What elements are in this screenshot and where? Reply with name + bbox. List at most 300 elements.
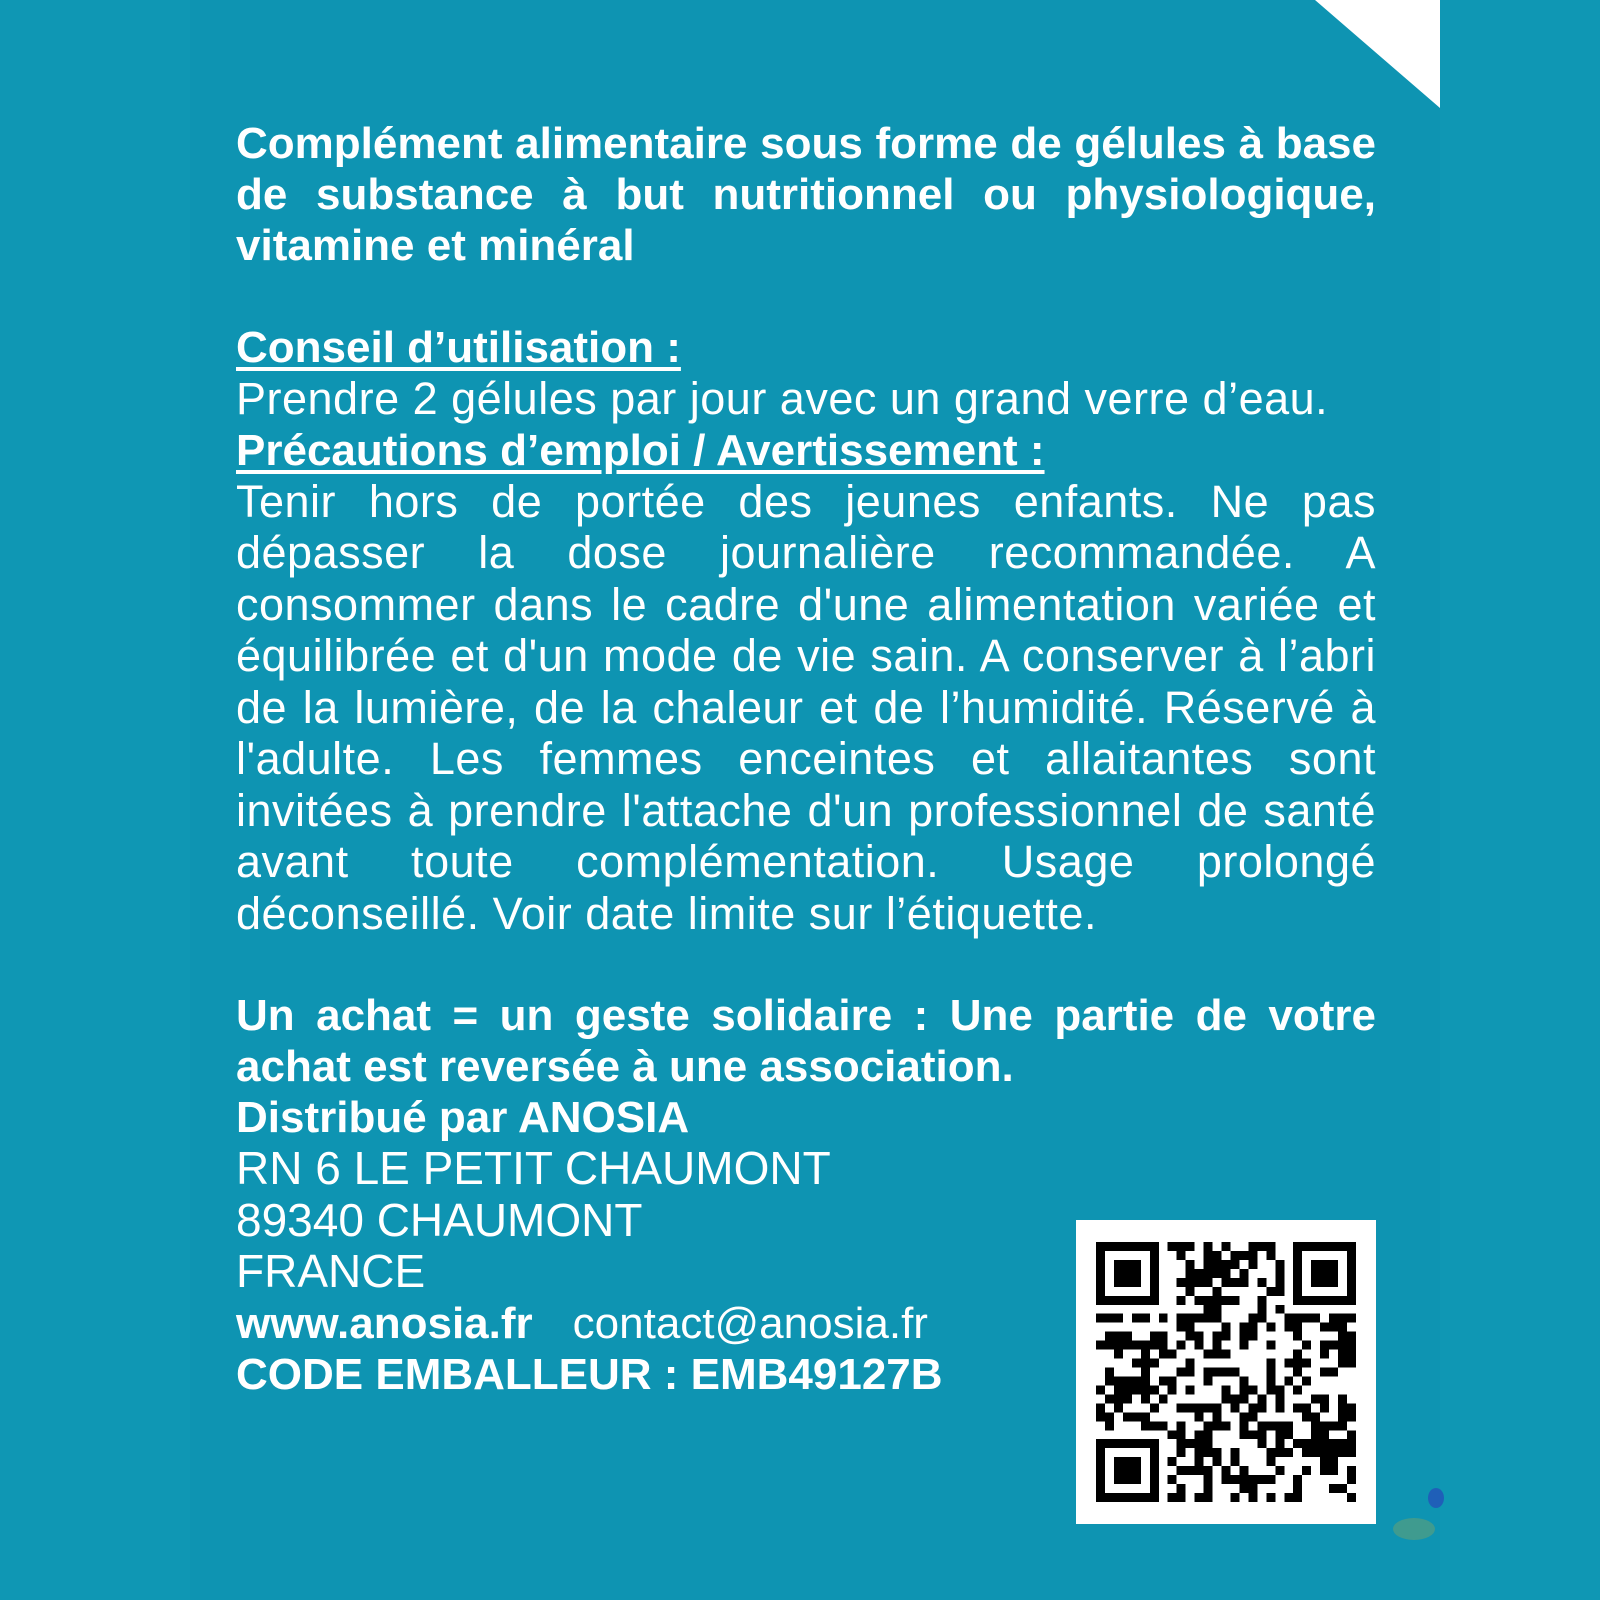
qr-module: [1096, 1251, 1105, 1260]
qr-module: [1257, 1439, 1266, 1448]
qr-module: [1293, 1278, 1302, 1287]
qr-module: [1284, 1323, 1293, 1332]
qr-module: [1293, 1242, 1302, 1251]
qr-module: [1114, 1466, 1123, 1475]
qr-module: [1213, 1368, 1222, 1377]
qr-module: [1195, 1332, 1204, 1341]
qr-module: [1123, 1493, 1132, 1502]
qr-module: [1168, 1242, 1177, 1251]
qr-module: [1105, 1368, 1114, 1377]
qr-module: [1311, 1278, 1320, 1287]
qr-module: [1222, 1385, 1231, 1394]
qr-module: [1275, 1260, 1284, 1269]
corner-fold: [1315, 0, 1440, 108]
qr-module: [1123, 1341, 1132, 1350]
qr-module: [1275, 1439, 1284, 1448]
qr-module: [1186, 1385, 1195, 1394]
qr-module: [1159, 1376, 1168, 1385]
qr-module: [1186, 1242, 1195, 1251]
qr-module: [1248, 1242, 1257, 1251]
qr-module: [1096, 1314, 1105, 1323]
qr-module: [1230, 1278, 1239, 1287]
qr-module: [1195, 1314, 1204, 1323]
qr-module: [1329, 1439, 1338, 1448]
qr-module: [1204, 1439, 1213, 1448]
qr-module: [1311, 1314, 1320, 1323]
qr-module: [1204, 1269, 1213, 1278]
qr-module: [1311, 1242, 1320, 1251]
packer-code: CODE EMBALLEUR : EMB49127B: [236, 1349, 943, 1399]
qr-module: [1329, 1368, 1338, 1377]
qr-module: [1123, 1332, 1132, 1341]
qr-module: [1248, 1403, 1257, 1412]
qr-module: [1132, 1376, 1141, 1385]
qr-module: [1177, 1403, 1186, 1412]
qr-module: [1329, 1242, 1338, 1251]
qr-module: [1266, 1359, 1275, 1368]
qr-module: [1204, 1242, 1213, 1251]
qr-module: [1132, 1493, 1141, 1502]
qr-module: [1141, 1359, 1150, 1368]
qr-module: [1213, 1287, 1222, 1296]
qr-module: [1239, 1421, 1248, 1430]
qr-module: [1096, 1385, 1105, 1394]
qr-module: [1320, 1421, 1329, 1430]
qr-module: [1347, 1287, 1356, 1296]
qr-module: [1257, 1421, 1266, 1430]
qr-module: [1204, 1260, 1213, 1269]
qr-module: [1230, 1403, 1239, 1412]
qr-module: [1293, 1475, 1302, 1484]
qr-module: [1195, 1403, 1204, 1412]
qr-module: [1338, 1350, 1347, 1359]
qr-module: [1266, 1385, 1275, 1394]
qr-module: [1213, 1269, 1222, 1278]
qr-module: [1132, 1439, 1141, 1448]
qr-module: [1248, 1260, 1257, 1269]
qr-module: [1222, 1242, 1231, 1251]
qr-module: [1320, 1368, 1329, 1377]
qr-module: [1338, 1242, 1347, 1251]
qr-module: [1123, 1278, 1132, 1287]
qr-module: [1096, 1278, 1105, 1287]
qr-module: [1114, 1278, 1123, 1287]
qr-module: [1302, 1403, 1311, 1412]
qr-module: [1114, 1376, 1123, 1385]
qr-module: [1248, 1484, 1257, 1493]
qr-module: [1284, 1376, 1293, 1385]
qr-module: [1222, 1368, 1231, 1377]
qr-module: [1347, 1314, 1356, 1323]
qr-module: [1195, 1448, 1204, 1457]
qr-module: [1150, 1296, 1159, 1305]
qr-module: [1123, 1260, 1132, 1269]
qr-module: [1213, 1403, 1222, 1412]
qr-module: [1132, 1260, 1141, 1269]
qr-module: [1096, 1403, 1105, 1412]
qr-module: [1239, 1341, 1248, 1350]
qr-module: [1338, 1332, 1347, 1341]
qr-module: [1320, 1278, 1329, 1287]
qr-module: [1347, 1412, 1356, 1421]
qr-module: [1105, 1412, 1114, 1421]
qr-module: [1320, 1430, 1329, 1439]
qr-module: [1338, 1341, 1347, 1350]
qr-module: [1248, 1412, 1257, 1421]
qr-module: [1123, 1296, 1132, 1305]
qr-module: [1204, 1466, 1213, 1475]
qr-module: [1213, 1448, 1222, 1457]
solidarity-statement: Un achat = un geste solidaire : Une partie de votre achat est reversée à une association.: [236, 991, 1376, 1091]
qr-module: [1275, 1287, 1284, 1296]
qr-module: [1230, 1493, 1239, 1502]
qr-module: [1114, 1314, 1123, 1323]
qr-module: [1320, 1466, 1329, 1475]
qr-module: [1320, 1296, 1329, 1305]
qr-module: [1105, 1421, 1114, 1430]
qr-module: [1230, 1448, 1239, 1457]
qr-module: [1195, 1430, 1204, 1439]
qr-module: [1329, 1269, 1338, 1278]
qr-module: [1320, 1448, 1329, 1457]
qr-module: [1266, 1251, 1275, 1260]
email-link[interactable]: contact@anosia.fr: [572, 1298, 928, 1348]
qr-module: [1177, 1323, 1186, 1332]
qr-module: [1150, 1385, 1159, 1394]
qr-module: [1293, 1439, 1302, 1448]
qr-module: [1105, 1394, 1114, 1403]
qr-module: [1204, 1368, 1213, 1377]
qr-module: [1096, 1439, 1105, 1448]
usage-heading: Conseil d’utilisation :: [236, 323, 681, 372]
qr-module: [1096, 1412, 1105, 1421]
qr-module: [1302, 1376, 1311, 1385]
qr-module: [1230, 1251, 1239, 1260]
qr-module: [1186, 1466, 1195, 1475]
qr-module: [1204, 1421, 1213, 1430]
qr-module: [1204, 1403, 1213, 1412]
qr-module: [1168, 1350, 1177, 1359]
qr-module: [1329, 1314, 1338, 1323]
qr-module: [1150, 1269, 1159, 1278]
qr-module: [1347, 1350, 1356, 1359]
qr-module: [1311, 1260, 1320, 1269]
qr-module: [1293, 1251, 1302, 1260]
qr-module: [1239, 1278, 1248, 1287]
qr-module: [1150, 1403, 1159, 1412]
qr-module: [1186, 1332, 1195, 1341]
qr-module: [1186, 1314, 1195, 1323]
decorative-shape: [1393, 1518, 1435, 1540]
qr-module: [1275, 1394, 1284, 1403]
qr-module: [1213, 1251, 1222, 1260]
spacer: [236, 271, 1376, 322]
qr-module: [1266, 1421, 1275, 1430]
qr-module: [1123, 1466, 1132, 1475]
qr-module: [1123, 1242, 1132, 1251]
qr-module: [1132, 1385, 1141, 1394]
qr-module: [1186, 1260, 1195, 1269]
qr-module: [1311, 1269, 1320, 1278]
qr-module: [1230, 1368, 1239, 1377]
qr-module: [1347, 1466, 1356, 1475]
qr-module: [1257, 1296, 1266, 1305]
qr-module: [1114, 1385, 1123, 1394]
qr-module: [1347, 1251, 1356, 1260]
qr-module: [1150, 1457, 1159, 1466]
qr-module: [1096, 1493, 1105, 1502]
qr-module: [1168, 1376, 1177, 1385]
qr-module: [1132, 1269, 1141, 1278]
qr-module: [1186, 1278, 1195, 1287]
qr-module: [1293, 1260, 1302, 1269]
qr-module: [1141, 1493, 1150, 1502]
qr-module: [1248, 1314, 1257, 1323]
qr-module: [1123, 1475, 1132, 1484]
qr-module: [1132, 1242, 1141, 1251]
address-line-3: FRANCE: [236, 1245, 426, 1297]
qr-module: [1204, 1251, 1213, 1260]
qr-module: [1320, 1403, 1329, 1412]
qr-module: [1302, 1314, 1311, 1323]
qr-module: [1275, 1305, 1284, 1314]
qr-module: [1177, 1439, 1186, 1448]
qr-module: [1168, 1430, 1177, 1439]
qr-module: [1195, 1412, 1204, 1421]
qr-module: [1105, 1341, 1114, 1350]
qr-module: [1132, 1278, 1141, 1287]
qr-module: [1302, 1341, 1311, 1350]
distributor-line: Distribué par ANOSIA: [236, 1093, 690, 1142]
qr-module: [1213, 1341, 1222, 1350]
qr-module: [1266, 1242, 1275, 1251]
qr-module: [1186, 1439, 1195, 1448]
qr-module: [1132, 1359, 1141, 1368]
qr-module: [1105, 1332, 1114, 1341]
qr-module: [1213, 1260, 1222, 1269]
qr-module: [1186, 1269, 1195, 1278]
qr-code[interactable]: [1076, 1220, 1376, 1524]
qr-module: [1132, 1412, 1141, 1421]
qr-module: [1311, 1430, 1320, 1439]
qr-module: [1320, 1323, 1329, 1332]
qr-module: [1257, 1475, 1266, 1484]
qr-module: [1293, 1385, 1302, 1394]
qr-module: [1177, 1314, 1186, 1323]
qr-module: [1123, 1439, 1132, 1448]
qr-module: [1266, 1368, 1275, 1377]
qr-module: [1195, 1341, 1204, 1350]
qr-module: [1347, 1242, 1356, 1251]
qr-module: [1329, 1466, 1338, 1475]
qr-module: [1239, 1251, 1248, 1260]
qr-module: [1338, 1412, 1347, 1421]
qr-module: [1168, 1385, 1177, 1394]
qr-module: [1230, 1296, 1239, 1305]
qr-module: [1150, 1287, 1159, 1296]
qr-module: [1222, 1323, 1231, 1332]
qr-module: [1105, 1439, 1114, 1448]
qr-module: [1096, 1475, 1105, 1484]
qr-module: [1213, 1421, 1222, 1430]
qr-module: [1347, 1439, 1356, 1448]
qr-module: [1114, 1332, 1123, 1341]
qr-module: [1150, 1493, 1159, 1502]
qr-module: [1284, 1493, 1293, 1502]
qr-module: [1230, 1457, 1239, 1466]
qr-module: [1177, 1251, 1186, 1260]
qr-module: [1293, 1350, 1302, 1359]
qr-module: [1132, 1457, 1141, 1466]
qr-module: [1266, 1341, 1275, 1350]
qr-module: [1347, 1430, 1356, 1439]
qr-module: [1266, 1457, 1275, 1466]
qr-module: [1347, 1296, 1356, 1305]
qr-module: [1114, 1403, 1123, 1412]
qr-module: [1141, 1314, 1150, 1323]
address-line-2: 89340 CHAUMONT: [236, 1193, 643, 1246]
qr-module: [1302, 1359, 1311, 1368]
qr-module: [1275, 1385, 1284, 1394]
qr-module: [1293, 1323, 1302, 1332]
qr-module: [1168, 1457, 1177, 1466]
qr-module: [1320, 1439, 1329, 1448]
qr-module: [1329, 1421, 1338, 1430]
qr-module: [1320, 1242, 1329, 1251]
qr-module: [1177, 1296, 1186, 1305]
qr-module: [1311, 1296, 1320, 1305]
qr-module: [1123, 1394, 1132, 1403]
qr-module: [1338, 1314, 1347, 1323]
qr-module: [1284, 1421, 1293, 1430]
qr-module: [1239, 1269, 1248, 1278]
qr-module: [1150, 1242, 1159, 1251]
qr-module: [1141, 1421, 1150, 1430]
qr-module: [1338, 1421, 1347, 1430]
qr-module: [1141, 1439, 1150, 1448]
qr-module: [1302, 1439, 1311, 1448]
qr-module: [1266, 1323, 1275, 1332]
qr-module: [1186, 1287, 1195, 1296]
spacer: [236, 939, 1376, 990]
qr-module: [1293, 1493, 1302, 1502]
qr-module: [1141, 1350, 1150, 1359]
qr-module: [1204, 1484, 1213, 1493]
qr-module: [1150, 1260, 1159, 1269]
qr-module: [1347, 1359, 1356, 1368]
qr-module: [1338, 1484, 1347, 1493]
qr-module: [1248, 1251, 1257, 1260]
qr-module: [1114, 1242, 1123, 1251]
qr-module: [1266, 1448, 1275, 1457]
qr-module: [1293, 1269, 1302, 1278]
qr-module: [1195, 1439, 1204, 1448]
qr-module: [1266, 1287, 1275, 1296]
qr-module: [1141, 1385, 1150, 1394]
qr-module: [1132, 1341, 1141, 1350]
qr-module: [1132, 1475, 1141, 1484]
qr-module: [1302, 1412, 1311, 1421]
qr-module: [1257, 1394, 1266, 1403]
qr-module: [1311, 1394, 1320, 1403]
qr-module: [1105, 1242, 1114, 1251]
qr-module: [1329, 1484, 1338, 1493]
qr-module: [1329, 1323, 1338, 1332]
qr-module: [1293, 1314, 1302, 1323]
qr-module: [1159, 1341, 1168, 1350]
qr-module: [1347, 1269, 1356, 1278]
qr-module: [1239, 1376, 1248, 1385]
qr-module: [1096, 1457, 1105, 1466]
qr-module: [1204, 1314, 1213, 1323]
qr-module: [1195, 1269, 1204, 1278]
qr-module: [1222, 1269, 1231, 1278]
qr-module: [1141, 1242, 1150, 1251]
qr-module: [1105, 1296, 1114, 1305]
qr-module: [1096, 1484, 1105, 1493]
qr-module: [1248, 1475, 1257, 1484]
qr-module: [1284, 1359, 1293, 1368]
qr-module: [1257, 1278, 1266, 1287]
qr-module: [1329, 1260, 1338, 1269]
qr-module: [1311, 1412, 1320, 1421]
qr-module: [1141, 1412, 1150, 1421]
qr-module: [1347, 1332, 1356, 1341]
qr-module: [1239, 1412, 1248, 1421]
qr-module: [1150, 1466, 1159, 1475]
qr-module: [1347, 1403, 1356, 1412]
qr-module: [1195, 1278, 1204, 1287]
qr-module: [1311, 1439, 1320, 1448]
qr-module: [1132, 1466, 1141, 1475]
qr-module: [1302, 1242, 1311, 1251]
qr-module: [1275, 1278, 1284, 1287]
qr-module: [1257, 1314, 1266, 1323]
qr-module: [1123, 1376, 1132, 1385]
qr-module: [1141, 1368, 1150, 1377]
qr-module: [1114, 1260, 1123, 1269]
qr-module: [1275, 1403, 1284, 1412]
qr-module: [1141, 1296, 1150, 1305]
qr-module: [1213, 1332, 1222, 1341]
qr-module: [1347, 1448, 1356, 1457]
qr-module: [1204, 1350, 1213, 1359]
qr-module: [1266, 1376, 1275, 1385]
qr-module: [1177, 1484, 1186, 1493]
qr-module: [1096, 1269, 1105, 1278]
qr-module: [1248, 1332, 1257, 1341]
qr-module: [1150, 1448, 1159, 1457]
qr-module: [1096, 1341, 1105, 1350]
qr-module: [1347, 1493, 1356, 1502]
qr-module: [1293, 1359, 1302, 1368]
qr-module: [1123, 1385, 1132, 1394]
qr-module: [1257, 1403, 1266, 1412]
qr-module: [1293, 1332, 1302, 1341]
website-link[interactable]: www.anosia.fr: [236, 1298, 533, 1348]
qr-module: [1150, 1475, 1159, 1484]
qr-module: [1195, 1466, 1204, 1475]
qr-module: [1204, 1430, 1213, 1439]
qr-module: [1222, 1475, 1231, 1484]
qr-module: [1347, 1475, 1356, 1484]
qr-module: [1329, 1448, 1338, 1457]
qr-module: [1320, 1350, 1329, 1359]
qr-module: [1338, 1323, 1347, 1332]
qr-module: [1177, 1448, 1186, 1457]
label-content: [236, 118, 1376, 1400]
qr-module: [1329, 1457, 1338, 1466]
